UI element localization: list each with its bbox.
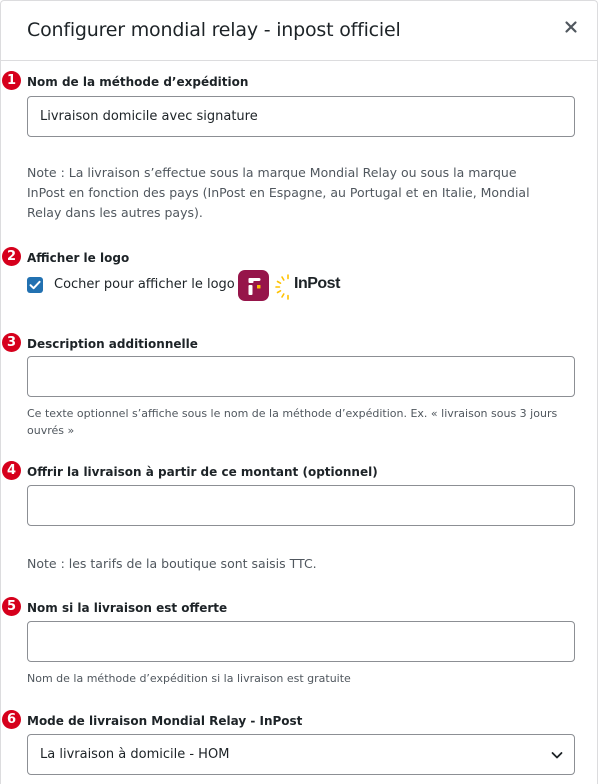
modal-title: Configurer mondial relay - inpost officiel <box>27 19 401 41</box>
free-name-label: Nom si la livraison est offerte <box>27 601 228 615</box>
delivery-mode-label: Mode de livraison Mondial Relay - InPost <box>27 714 303 728</box>
method-name-note: Note : La livraison s’effectue sous la marque Mondial Relay ou sous la marque InPost en fonction des pays (InPost en Espagne, au Portugal et en Italie, Mondial Relay dans les autres pays). <box>27 165 530 220</box>
delivery-mode-selected-value: La livraison à domicile - HOM <box>40 747 230 762</box>
inpost-logo-text: InPost <box>294 275 340 292</box>
free-threshold-label: Offrir la livraison à partir de ce montant (optionnel) <box>27 465 378 479</box>
modal-header <box>1 1 597 61</box>
show-logo-checkbox[interactable] <box>27 277 43 293</box>
method-name-input[interactable]: Livraison domicile avec signature <box>27 96 575 137</box>
checkmark-icon <box>27 277 43 293</box>
chevron-down-icon <box>550 748 564 762</box>
step-badge-5: 5 <box>2 597 21 616</box>
inpost-logo <box>274 270 344 301</box>
show-logo-label: Afficher le logo <box>27 251 130 265</box>
close-icon <box>559 15 583 39</box>
method-name-label: Nom de la méthode d’expédition <box>27 75 249 89</box>
mondial-relay-logo <box>238 270 269 301</box>
free-name-help: Nom de la méthode d’expédition si la livraison est gratuite <box>27 672 351 685</box>
step-badge-6: 6 <box>2 710 21 729</box>
close-button[interactable] <box>559 15 583 39</box>
step-badge-3: 3 <box>2 333 21 352</box>
description-label: Description additionnelle <box>27 337 198 351</box>
delivery-mode-select[interactable] <box>27 734 575 775</box>
free-threshold-input[interactable] <box>27 485 575 526</box>
free-threshold-note: Note : les tarifs de la boutique sont saisis TTC. <box>27 556 317 571</box>
description-help: Ce texte optionnel s’affiche sous le nom de la méthode d’expédition. Ex. « livraison sous 3 jours ouvrés » <box>27 407 558 437</box>
description-input[interactable] <box>27 356 575 397</box>
free-name-input[interactable] <box>27 621 575 662</box>
step-badge-1: 1 <box>2 71 21 90</box>
show-logo-checkbox-label[interactable]: Cocher pour afficher le logo <box>54 277 235 292</box>
step-badge-2: 2 <box>2 247 21 266</box>
step-badge-4: 4 <box>2 461 21 480</box>
